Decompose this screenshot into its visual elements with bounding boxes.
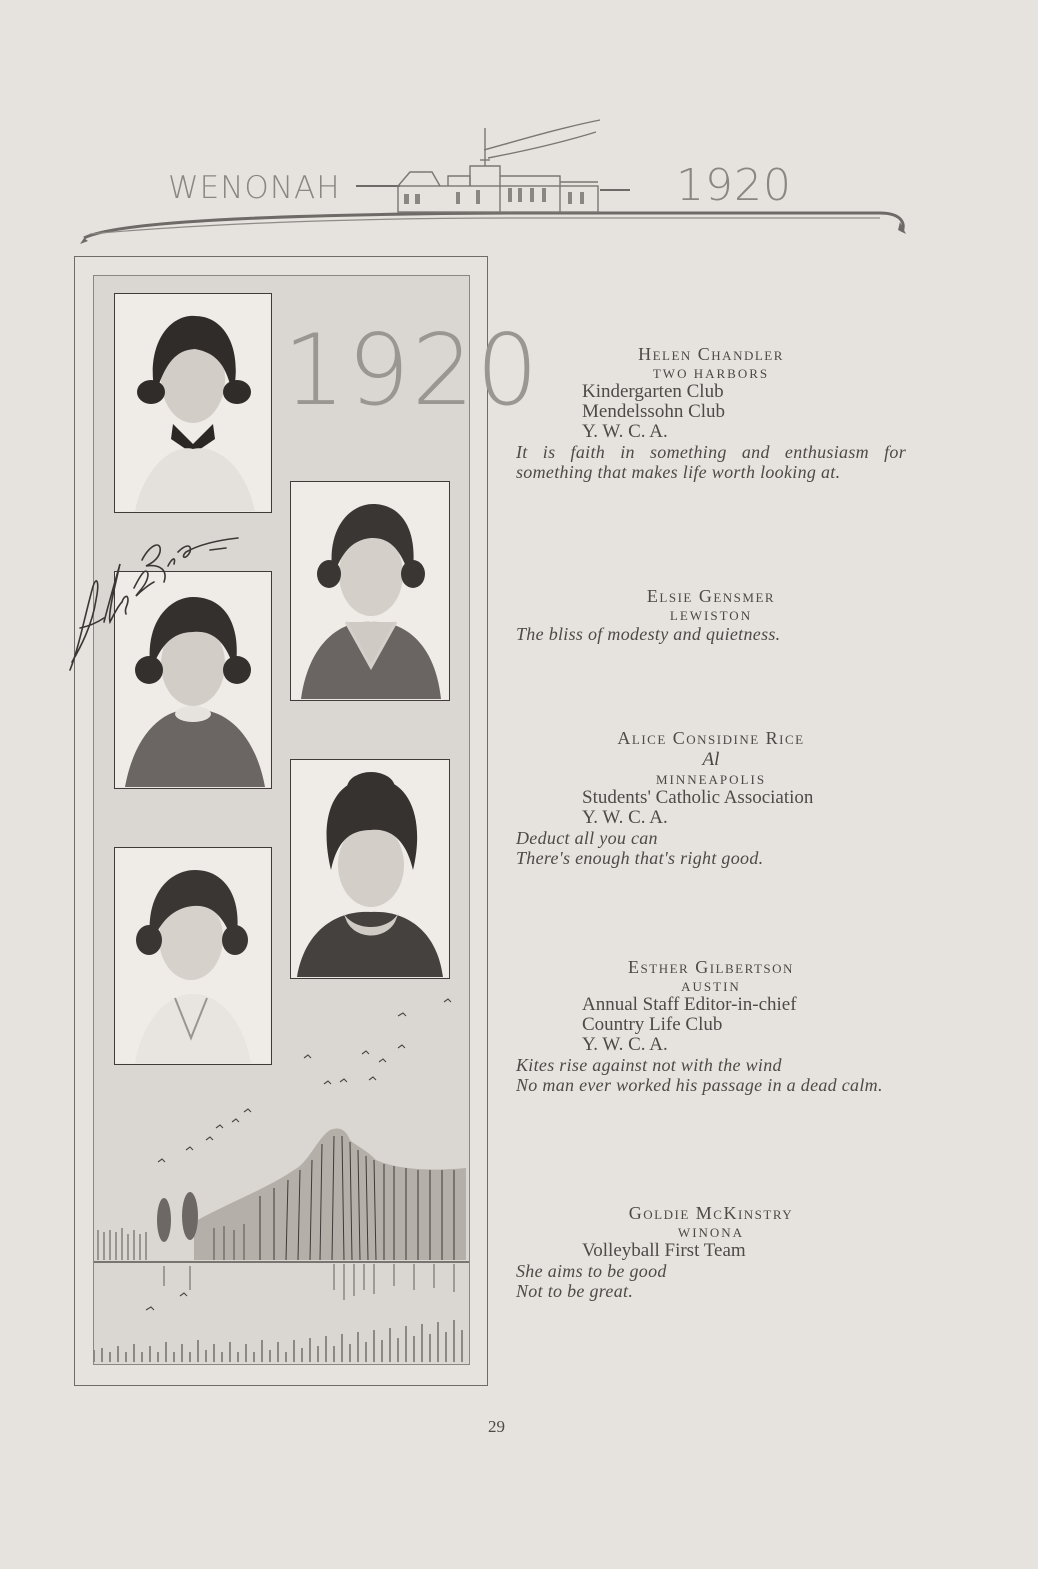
student-name: Alice Considine Rice [617, 728, 805, 748]
student-hometown: WINONA [677, 1225, 745, 1240]
student-activity: Annual Staff Editor-in-chief [582, 994, 797, 1015]
landscape-illustration [94, 990, 469, 1364]
page-number: 29 [488, 1417, 505, 1436]
student-entry [516, 344, 906, 482]
student-hometown: TWO HARBORS [652, 366, 770, 381]
student-hometown: LEWISTON [669, 608, 753, 623]
student-quote: Deduct all you can [516, 828, 658, 848]
student-activity: Country Life Club [582, 1014, 723, 1035]
student-quote: There's enough that's right good. [516, 848, 764, 868]
student-activity: Mendelssohn Club [582, 401, 726, 422]
handwritten-signature [50, 530, 290, 680]
panel-year-decoration: 1920 [283, 314, 541, 428]
portrait-photo [114, 293, 272, 513]
student-quote: She aims to be good [516, 1261, 667, 1281]
student-quote: It is faith in something and enthusiasm for something that makes life worth looking at. [516, 442, 906, 482]
student-activity: Y. W. C. A. [582, 1034, 668, 1055]
header-title-left: WENONAH [168, 170, 341, 206]
header-building-illustration [0, 0, 1038, 250]
portrait-photo [290, 481, 450, 701]
student-hometown: AUSTIN [681, 979, 741, 994]
header-title-right: 1920 [676, 160, 792, 211]
student-activity: Students' Catholic Association [582, 787, 814, 808]
student-name: Goldie McKinstry [628, 1203, 794, 1223]
student-activity: Volleyball First Team [582, 1240, 746, 1261]
student-quote: The bliss of modesty and quietness. [516, 624, 781, 644]
student-entry [516, 728, 906, 868]
student-name: Elsie Gensmer [646, 586, 776, 606]
student-quote: No man ever worked his passage in a dead calm. [516, 1075, 883, 1095]
student-name: Helen Chandler [638, 344, 784, 364]
student-entry [516, 957, 906, 1095]
portrait-photo [290, 759, 450, 979]
student-entry [516, 1203, 906, 1301]
student-entry [516, 586, 906, 644]
student-name: Esther Gilbertson [628, 957, 794, 977]
student-nickname: Al [702, 749, 720, 770]
student-quote: Kites rise against not with the wind [516, 1055, 782, 1075]
student-activity: Y. W. C. A. [582, 421, 668, 442]
student-hometown: MINNEAPOLIS [655, 772, 767, 787]
student-activity: Y. W. C. A. [582, 807, 668, 828]
student-quote: Not to be great. [516, 1281, 634, 1301]
student-activity: Kindergarten Club [582, 381, 724, 402]
